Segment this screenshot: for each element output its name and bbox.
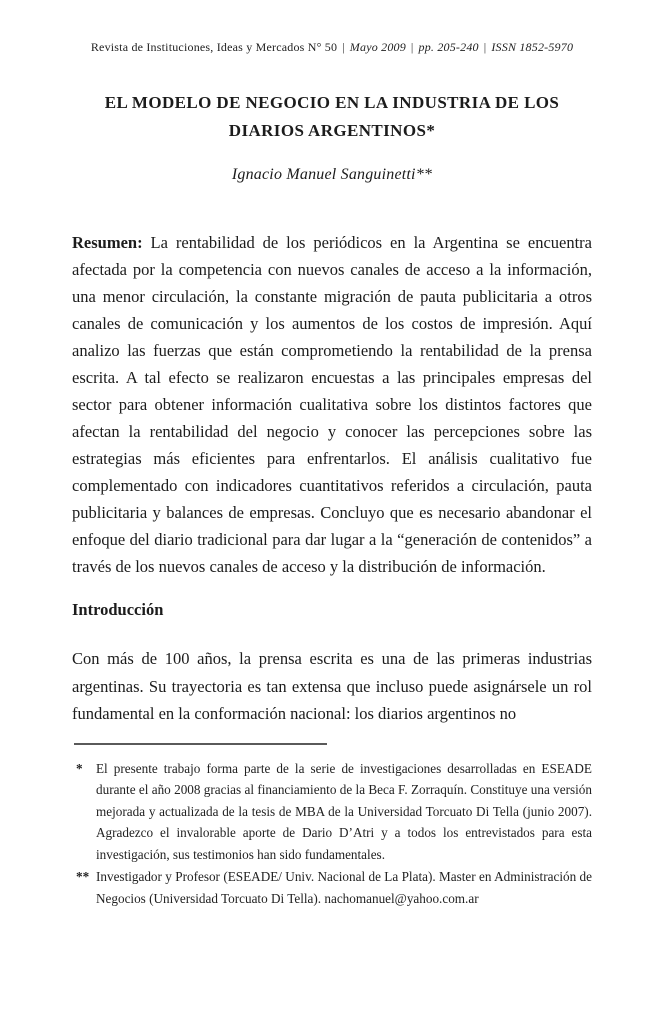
journal-issn: ISSN 1852-5970 bbox=[491, 40, 574, 54]
author-name: Ignacio Manuel Sanguinetti** bbox=[231, 166, 433, 183]
abstract-text: La rentabilidad de los periódicos en la Argentina se encuentra afectada por la competencia con nuevos canales de acceso a la información, una menor circulación, la constante migración de pauta publicitaria a otros canales de comunicación y los aumentos de los costos de impresión. Aquí analizo las fuerzas que están comprometiendo la rentabilidad de la prensa escrita. A tal efecto se realizaron encuestas a las principales empresas del sector para obtener información cualitativa sobre los distintos factores que afectan la rentabilidad del negocio y conocer las percepciones sobre las estrategias más eficientes para enfrentarlos. El análisis cualitativo fue complementado con indicadores cuantitativos referidos a circulación, pauta publicitaria y balances de empresas. Concluyo que es necesario abandonar el enfoque del diario tradicional para dar lugar a la “generación de contenidos” a través de los nuevos canales de acceso y la distribución de información. bbox=[72, 233, 592, 576]
abstract-paragraph bbox=[72, 229, 592, 580]
footnote-1-marker: * bbox=[76, 760, 83, 776]
journal-name: Revista de Instituciones, Ideas y Mercados N° 50 bbox=[90, 40, 338, 54]
journal-page-range: pp. 205-240 bbox=[418, 40, 479, 54]
intro-paragraph: Con más de 100 años, la prensa escrita es una de las primeras industrias argentinas. Su trayectoria es tan extensa que incluso puede asignársele un rol fundamental en la conformación nacional: los diarios argentinos no bbox=[72, 649, 592, 723]
header-separator: | bbox=[483, 40, 487, 54]
footnote-1-text: El presente trabajo forma parte de la serie de investigaciones desarrolladas en ESEADE durante el año 2008 gracias al financiamiento de la Beca F. Zorraquín. Constituye una versión mejorada y actualizada de la tesis de MBA de la Universidad Torcuato Di Tella (junio 2007). Agradezco el invalorable aporte de Dario D’Atri y a todos los entrevistados para esta investigación, sus testimonios han sido fundamentales. bbox=[96, 760, 592, 862]
footnote-divider bbox=[74, 743, 327, 745]
footnote-1 bbox=[72, 758, 592, 866]
article-title-line-1: EL MODELO DE NEGOCIO EN LA INDUSTRIA DE LOS bbox=[104, 93, 560, 112]
article-title-line-2: DIARIOS ARGENTINOS* bbox=[228, 121, 436, 140]
footnote-2 bbox=[72, 866, 592, 909]
footnote-area bbox=[72, 743, 592, 910]
abstract-label: Resumen: bbox=[72, 233, 143, 252]
footnote-2-marker: ** bbox=[76, 869, 90, 884]
journal-issue-date: Mayo 2009 bbox=[349, 40, 406, 54]
article-title bbox=[72, 89, 592, 145]
journal-header bbox=[72, 40, 592, 55]
section-heading-introduction: Introducción bbox=[72, 600, 164, 619]
page-content bbox=[72, 40, 592, 909]
header-separator: | bbox=[342, 40, 345, 54]
header-separator: | bbox=[410, 40, 414, 54]
footnote-2-text: Investigador y Profesor (ESEADE/ Univ. Nacional de La Plata). Master en Administración de Negocios (Universidad Torcuato Di Tella). nachomanuel@yahoo.com.ar bbox=[96, 869, 592, 906]
